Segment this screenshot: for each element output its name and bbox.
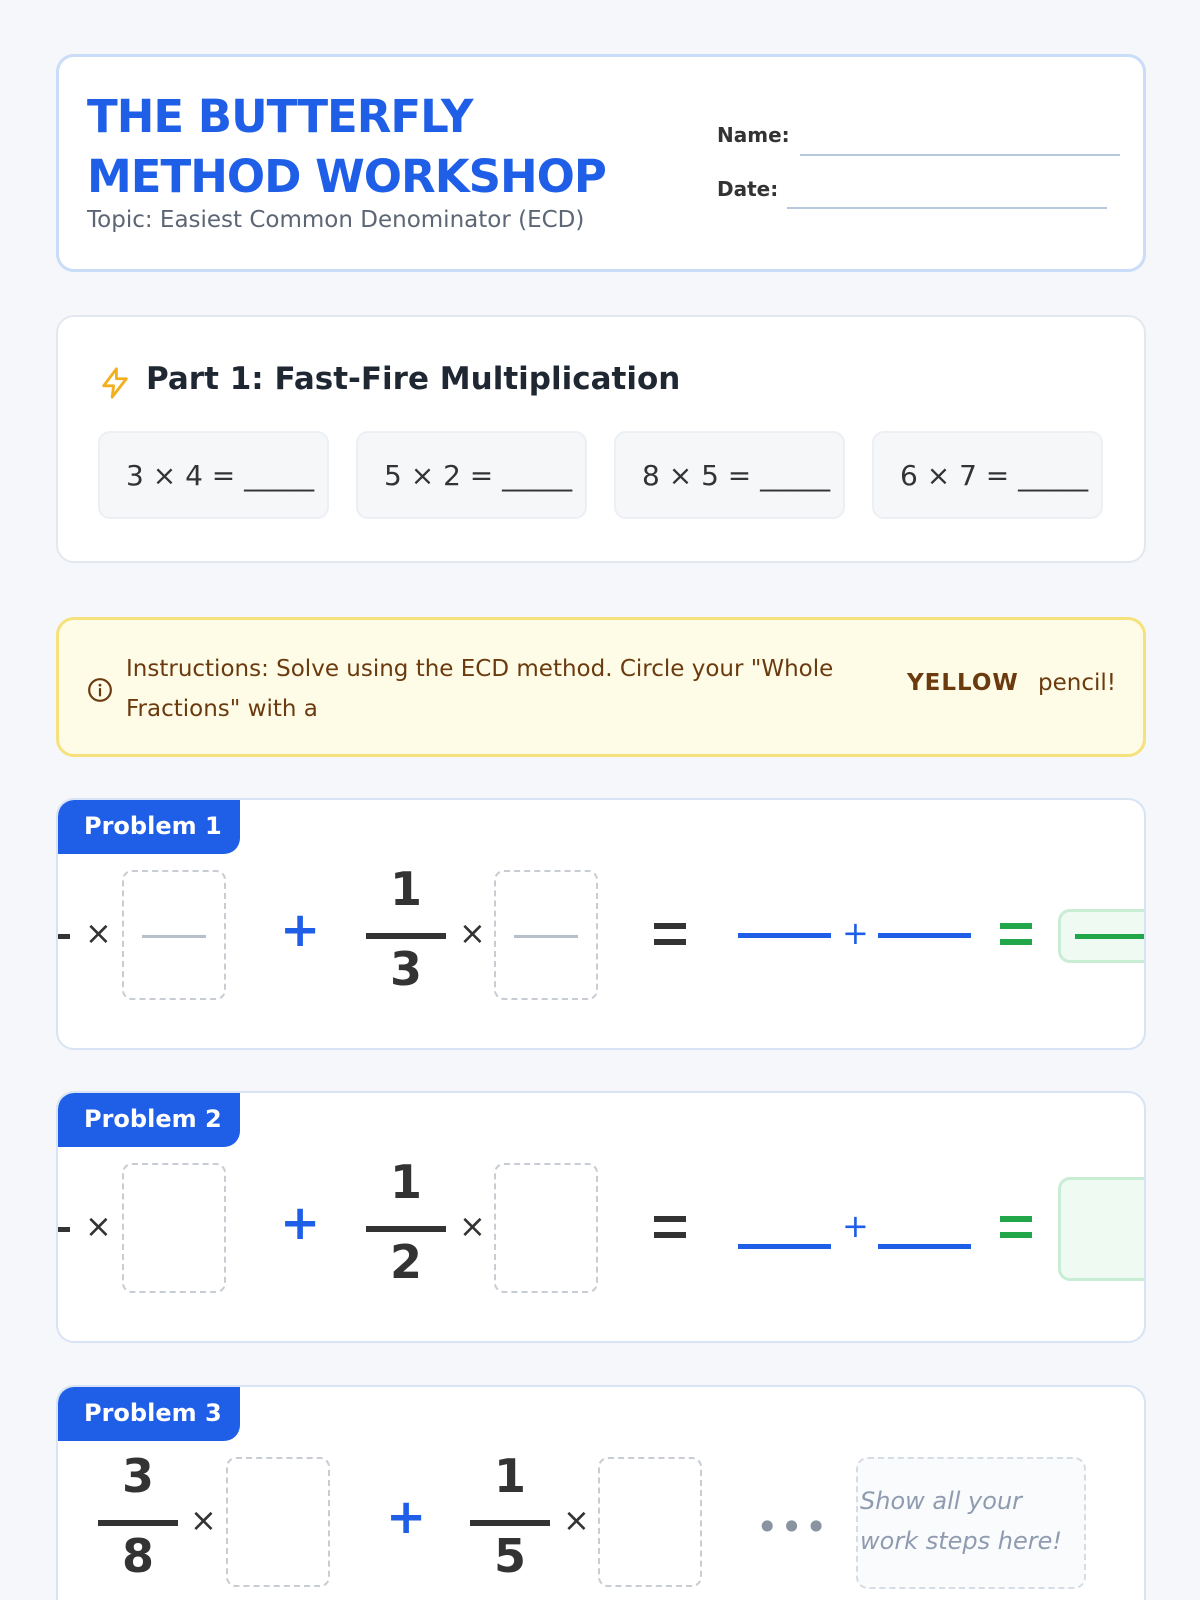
- multiplier-box[interactable]: [122, 1163, 226, 1293]
- times-sign: ×: [85, 914, 112, 952]
- times-sign: ×: [459, 914, 486, 952]
- final-answer-box[interactable]: [1058, 1177, 1146, 1281]
- lightning-bolt-icon: [98, 365, 132, 401]
- plus-sign: +: [280, 1195, 321, 1251]
- times-sign: ×: [459, 1207, 486, 1245]
- instructions-highlight: YELLOW: [907, 670, 1019, 696]
- instructions-end: pencil!: [1038, 670, 1116, 696]
- date-label: Date:: [717, 177, 779, 201]
- multiplier-box[interactable]: [226, 1457, 330, 1587]
- times-sign: ×: [85, 1207, 112, 1245]
- mult-problem-1[interactable]: 3 × 4 = _____: [98, 431, 329, 519]
- fraction-bar: [366, 1226, 446, 1232]
- small-plus-sign: +: [842, 914, 869, 952]
- fraction-numerator: 1: [389, 862, 422, 916]
- mult-problem-4[interactable]: 6 × 7 = _____: [872, 431, 1103, 519]
- date-field[interactable]: [787, 207, 1107, 209]
- problem-label: Problem 1: [58, 800, 240, 854]
- info-icon: [87, 677, 113, 703]
- ellipsis-dots: •••: [756, 1505, 830, 1549]
- problem-label: Problem 2: [58, 1093, 240, 1147]
- fraction-bar-clipped: [58, 1227, 70, 1232]
- final-answer-box[interactable]: [1058, 909, 1146, 963]
- fraction-bar: [366, 933, 446, 939]
- multiplier-box[interactable]: [494, 1163, 598, 1293]
- instructions-text: Instructions: Solve using the ECD method. Circle your "Whole Fractions" with a: [126, 656, 834, 722]
- fraction-denominator: 2: [389, 1235, 422, 1289]
- answer-blank-1[interactable]: [738, 933, 831, 938]
- multiplier-box[interactable]: [598, 1457, 702, 1587]
- plus-sign: +: [280, 902, 321, 958]
- problem-card-1: [56, 798, 1146, 1050]
- topic-subtitle: Topic: Easiest Common Denominator (ECD): [87, 207, 585, 233]
- work-steps-area[interactable]: Show all your work steps here!: [856, 1457, 1086, 1589]
- plus-sign: +: [386, 1489, 427, 1545]
- multiplier-box[interactable]: [494, 870, 598, 1000]
- small-plus-sign: +: [842, 1207, 869, 1245]
- fraction-bar: [98, 1520, 178, 1526]
- problem-card-2: [56, 1091, 1146, 1343]
- fraction-bar-clipped: [58, 934, 70, 939]
- fraction-numerator: 1: [389, 1155, 422, 1209]
- problem-label: Problem 3: [58, 1387, 240, 1441]
- mult-problem-2[interactable]: 5 × 2 = _____: [356, 431, 587, 519]
- worksheet-header: [56, 54, 1146, 272]
- name-label: Name:: [717, 123, 790, 147]
- fraction-denominator: 5: [493, 1529, 526, 1583]
- worksheet-title: [87, 87, 687, 207]
- answer-blank-2[interactable]: [878, 933, 971, 938]
- equals-sign-green: [1000, 923, 1032, 945]
- answer-blank-2[interactable]: [878, 1244, 971, 1249]
- instructions-banner: [56, 617, 1146, 757]
- answer-blank-1[interactable]: [738, 1244, 831, 1249]
- fraction-denominator: 3: [389, 942, 422, 996]
- mult-problem-3[interactable]: 8 × 5 = _____: [614, 431, 845, 519]
- fraction-numerator: 3: [121, 1449, 154, 1503]
- equals-sign: [654, 1216, 686, 1238]
- times-sign: ×: [190, 1501, 217, 1539]
- name-field[interactable]: [800, 154, 1120, 156]
- fraction-bar: [470, 1520, 550, 1526]
- fraction-numerator: 1: [493, 1449, 526, 1503]
- multiplier-box[interactable]: [122, 870, 226, 1000]
- equals-sign: [654, 923, 686, 945]
- problem-card-3: [56, 1385, 1146, 1600]
- fraction-denominator: 8: [121, 1529, 154, 1583]
- title-line-2: METHOD WORKSHOP: [87, 150, 606, 203]
- title-line-1: THE BUTTERFLY: [87, 90, 473, 143]
- part1-title: Part 1: Fast-Fire Multiplication: [146, 361, 681, 397]
- times-sign: ×: [563, 1501, 590, 1539]
- part1-section: [56, 315, 1146, 563]
- equals-sign-green: [1000, 1216, 1032, 1238]
